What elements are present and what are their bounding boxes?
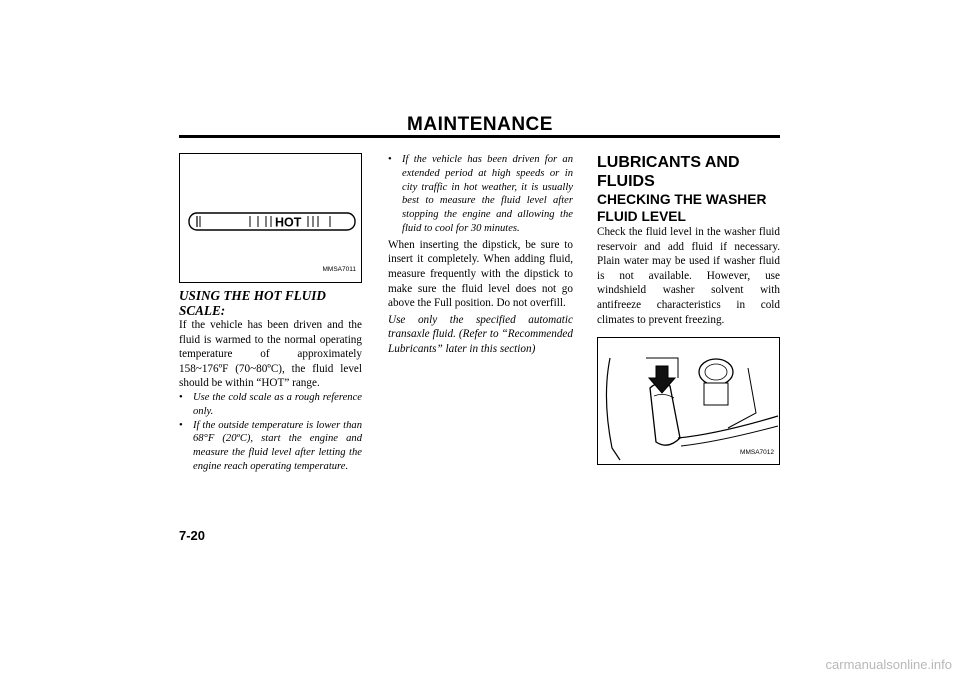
section-subtitle: CHECKING THE WASHER FLUID LEVEL [597,192,767,224]
hot-fluid-scale-heading: USING THE HOT FLUID SCALE: [179,288,326,318]
left-column [179,153,362,474]
dipstick-figure [179,153,362,283]
fluid-note: Use only the specified automatic transaxle fluid. (Refer to “Recommended Lubricants” later in this section) [388,313,573,355]
washer-fluid-paragraph: Check the fluid level in the washer fluid reservoir and add fluid if necessary. Plain water may be used if washer fluid is not available. However, use windshield washer solvent with antifreeze characteristics in cold climates to prevent freezing. [597,226,780,326]
bullet-item: • If the outside temperature is lower than 68°F (20ºC), start the engine and measure the fluid level after letting the engine reach operating temperature. [179,419,362,474]
middle-bullets [388,153,573,236]
hot-fluid-paragraph: If the vehicle has been driven and the fluid is warmed to the normal operating temperature of approximately 158~176ºF (70~80ºC), the fluid level should be within “HOT” range. [179,319,362,390]
section-title: LUBRICANTS AND FLUIDS [597,154,740,190]
hot-fluid-bullets [179,391,362,474]
header-rule [179,135,780,138]
figure-code: MMSA7012 [740,448,774,456]
right-column [597,153,780,465]
dipstick-paragraph: When inserting the dipstick, be sure to insert it completely. When adding fluid, measure frequently with the dipstick to make sure the fluid level does not go above the Full position. Do not overfill. [388,238,573,310]
figure-code: MMSA7011 [322,266,356,274]
bullet-item: • Use the cold scale as a rough reference only. [179,391,362,419]
page-number: 7-20 [179,528,206,543]
bullet-item: • If the vehicle has been driven for an extended period at high speeds or in city traffic in hot weather, it is usually best to measure the fluid level after stopping the engine and allowing the fluid to cool for 30 minutes. [388,153,573,236]
page-header-title: MAINTENANCE [407,114,553,135]
watermark-text: carmanualsonline.info [825,657,952,672]
washer-reservoir-figure [597,337,780,465]
hot-scale-label: HOT [275,215,302,230]
middle-column [388,153,573,357]
